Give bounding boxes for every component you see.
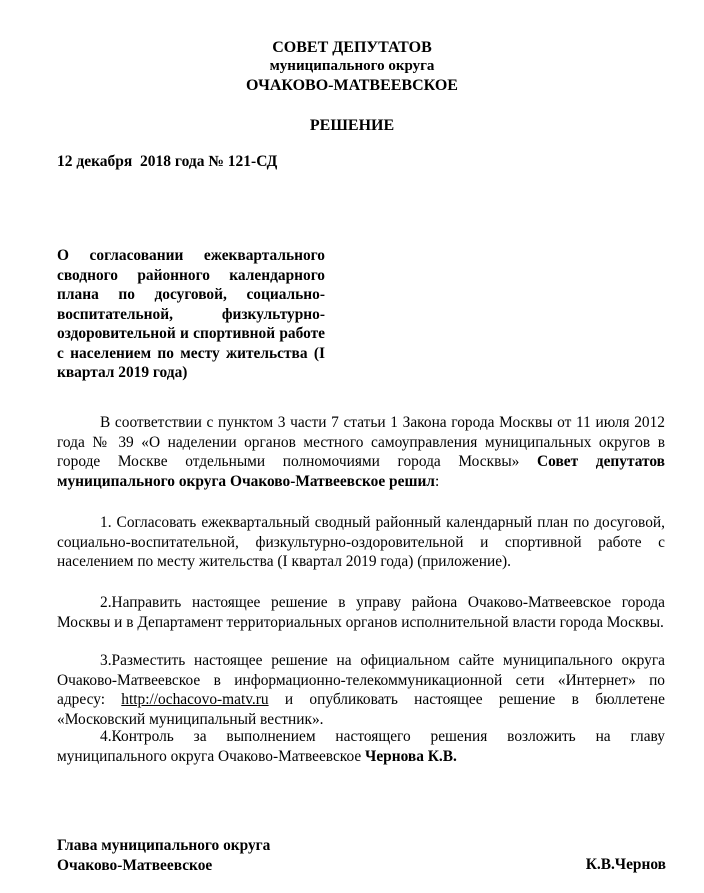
header-district-name: ОЧАКОВО-МАТВЕЕВСКОЕ <box>246 77 458 94</box>
document-subject: О согласовании ежеквартального сводного районного календарного плана по досуговой, социально-воспитательной, физкультурно-оздоровительной и спортивной работе с населением по месту жительства (I квартал 2019 года) <box>57 247 325 381</box>
item-1-paragraph: 1. Согласовать ежеквартальный сводный районный календарный план по досуговой, социально-воспитательной, физкультурно-оздоровительной и спортивной работе с населением по месту жительства (I квартал 2019 года) (приложение). <box>57 514 665 570</box>
item-4-paragraph <box>57 727 665 766</box>
intro-paragraph <box>57 413 665 491</box>
signature-name: К.В.Чернов <box>585 856 666 873</box>
signature-title <box>57 836 270 875</box>
intro-text: В соответствии с пунктом 3 части 7 статьи 1 Закона города Москвы от 11 июля 2012 года № 39 «О наделении органов местного самоуправления муниципальных округов в городе Москве отдельными полномочиями города Москвы» <box>57 414 665 470</box>
signature-title-line-2: Очаково-Матвеевское <box>57 856 213 874</box>
item-3-text-after: и опубликовать настоящее решение в бюллетене «Московский муниципальный вестник». <box>57 691 665 728</box>
document-date-number: 12 декабря 2018 года № 121-СД <box>57 153 278 170</box>
intro-suffix: : <box>434 472 440 490</box>
signature-title-line-1: Глава муниципального округа <box>57 837 271 854</box>
header-district-type: муниципального округа <box>269 58 435 74</box>
item-4-text: 4.Контроль за выполнением настоящего решения возложить на главу муниципального округа Очаково-Матвеевское <box>57 728 665 765</box>
website-link[interactable]: http://ochacovo-matv.ru <box>121 691 269 708</box>
item-2-paragraph: 2.Направить настоящее решение в управу района Очаково-Матвеевское города Москвы и в Департамент территориальных органов исполнительной власти города Москвы. <box>57 594 665 631</box>
document-type-title: РЕШЕНИЕ <box>309 117 395 134</box>
item-3-text-before: 3.Разместить настоящее решение на официальном сайте муниципального округа Очаково-Матвеевское в информационно-телекоммуникационной сети «Интернет» по адресу: <box>57 652 665 708</box>
item-4-bold-name: Чернова К.В. <box>365 747 457 765</box>
item-3-paragraph <box>57 651 665 729</box>
intro-bold-text: Совет депутатов муниципального округа Очаково-Матвеевское решил <box>57 453 665 490</box>
header-organization: СОВЕТ ДЕПУТАТОВ <box>272 39 432 56</box>
